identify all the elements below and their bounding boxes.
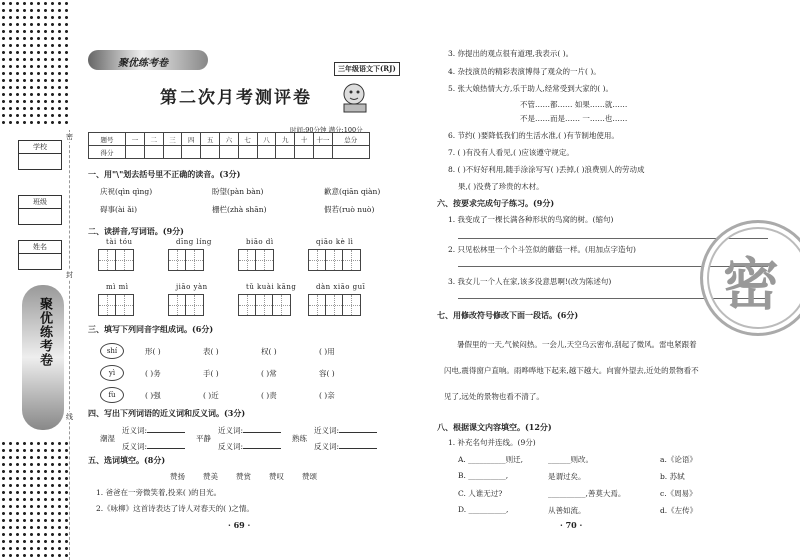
grid-cell[interactable] [239, 250, 256, 270]
grid-cell[interactable] [116, 295, 133, 315]
antonym-line[interactable] [147, 448, 185, 449]
synonym-line[interactable] [339, 432, 377, 433]
homophone-blank[interactable]: ( )责 [261, 391, 277, 400]
score-header-cell: 十 [295, 133, 314, 146]
pron-options[interactable]: qìn qìng [117, 187, 150, 196]
section-2-title: 二、读拼音,写词语。(9分) [88, 226, 184, 236]
s7-p3: 见了,远处的景物也看不清了。 [444, 392, 544, 401]
pron-word: 盼望( [212, 187, 230, 196]
name-box[interactable]: 姓名 [18, 240, 62, 270]
section-1-title: 一、用"\"划去括号里不正确的读音。(3分) [88, 169, 241, 179]
score-header-cell: 二 [144, 133, 163, 146]
grid-cell[interactable] [326, 250, 343, 270]
quote-left[interactable]: B. __________, [458, 471, 509, 480]
pron-options[interactable]: ài ǎi [117, 205, 135, 214]
grid-cell[interactable] [273, 295, 290, 315]
score-input-cell[interactable] [332, 146, 369, 159]
pronunciation-item [212, 204, 267, 215]
writing-grid[interactable] [168, 294, 204, 316]
grid-cell[interactable] [256, 295, 273, 315]
antonym-label: 反义词: [314, 442, 340, 451]
pinyin-prompt: qiāo kè lì [316, 238, 354, 246]
seal-line [69, 130, 70, 560]
grid-cell[interactable] [309, 295, 326, 315]
conj-pairs-2: 不是……而是…… 一……也…… [520, 114, 628, 123]
synonym-line[interactable] [243, 432, 281, 433]
writing-grid[interactable] [98, 249, 134, 271]
dot-pattern-bottom [0, 440, 68, 560]
grid-cell[interactable] [116, 250, 133, 270]
score-input-cell[interactable] [144, 146, 163, 159]
synonym-label: 近义词: [314, 426, 340, 435]
score-header-cell: 四 [182, 133, 201, 146]
r-q5: 5. 张大娘热情大方,乐于助人,经常受到大家的( )。 [448, 84, 614, 93]
homophone-blank[interactable]: ( )近 [203, 391, 219, 400]
seal-mark-1: 密 [66, 133, 73, 141]
score-header-cell: 一 [126, 133, 145, 146]
pronunciation-item [324, 204, 374, 215]
r-q7: 7. ( )有没有人看见,( )应该遵守规定。 [448, 148, 574, 157]
writing-grid[interactable] [98, 294, 134, 316]
synonym-label: 近义词: [218, 426, 244, 435]
homophone-blank[interactable]: ( )务 [145, 369, 161, 378]
synonym-field[interactable] [314, 425, 377, 436]
logo-text: 聚优练考卷 [118, 58, 168, 69]
vocab-word: 熟练 [292, 434, 307, 443]
pron-options[interactable]: pàn bàn [229, 187, 261, 196]
homophone-blank[interactable]: 手( ) [203, 369, 219, 378]
score-header-cell: 六 [219, 133, 238, 146]
grid-cell[interactable] [99, 250, 116, 270]
score-table [88, 132, 370, 159]
grid-cell[interactable] [186, 295, 203, 315]
writing-grid[interactable] [168, 249, 204, 271]
grid-cell[interactable] [256, 250, 273, 270]
antonym-line[interactable] [339, 448, 377, 449]
s8-sub: 1. 补充名句并连线。(9分) [448, 438, 536, 447]
section-5-title: 五、选词填空。(8分) [88, 455, 166, 465]
score-header-cell: 五 [201, 133, 220, 146]
homophone-blank[interactable]: ( )亲 [319, 391, 335, 400]
score-header-cell: 八 [257, 133, 276, 146]
word-option: 赞扬 [170, 472, 185, 481]
score-input-cell[interactable] [126, 146, 145, 159]
grade-tag: 三年级语文下(RJ) [334, 62, 400, 76]
pinyin-prompt: biāo dì [246, 238, 274, 246]
quote-source[interactable]: d.《左传》 [660, 506, 698, 515]
s7-p1: 暑假里的一天,气候闷热。一会儿,天空乌云密布,刮起了微风。雷电紧跟着 [457, 340, 697, 349]
pinyin-prompt: tǔ kuài kāng [246, 283, 297, 291]
pronunciation-item [212, 186, 263, 197]
s6-q3: 3. 我女儿一个人在家,该多没意思啊!(改为陈述句) [448, 277, 612, 286]
homophone-blank[interactable]: ( )常 [261, 369, 277, 378]
antonym-label: 反义词: [218, 442, 244, 451]
antonym-label: 反义词: [122, 442, 148, 451]
grid-cell[interactable] [186, 250, 203, 270]
pinyin-oval: yì [100, 365, 124, 381]
pron-options[interactable]: ruò nuò [341, 205, 372, 214]
section-8-title: 八、根据课文内容填空。(12分) [437, 422, 552, 432]
score-input-cell[interactable] [182, 146, 201, 159]
score-input-cell[interactable] [313, 146, 332, 159]
pinyin-oval: fù [100, 387, 124, 403]
pron-close: ) [371, 205, 375, 214]
antonym-field[interactable] [314, 441, 377, 452]
quote-left[interactable]: D. __________, [458, 505, 509, 514]
grid-cell[interactable] [343, 295, 360, 315]
score-input-cell[interactable] [276, 146, 295, 159]
quote-right[interactable]: ______则改。 [548, 455, 593, 464]
r-q6: 6. 节约( )要降低我们的生活水准,( )有节制地使用。 [448, 131, 619, 140]
word-option: 赞美 [203, 472, 218, 481]
page-number-left: · 69 · [228, 520, 251, 530]
antonym-field[interactable] [122, 441, 185, 452]
pronunciation-item [324, 186, 380, 197]
synonym-label: 近义词: [122, 426, 148, 435]
grid-cell[interactable] [239, 295, 256, 315]
homophone-blank[interactable]: 表( ) [203, 347, 219, 356]
score-input-cell[interactable] [257, 146, 276, 159]
pron-word: 栅栏( [212, 205, 230, 214]
pron-close: ) [260, 187, 264, 196]
pron-options[interactable]: qiān qiàn [341, 187, 378, 196]
seal-mark-2: 封 [66, 271, 73, 279]
homophone-blank[interactable]: 权( ) [261, 347, 277, 356]
synonym-line[interactable] [147, 432, 185, 433]
pron-word: 假若( [324, 205, 342, 214]
s6-q2: 2. 只见松林里一个个斗笠似的蘑菇一样。(用加点字造句) [448, 245, 636, 254]
pinyin-prompt: dàn xiāo guī [316, 283, 366, 291]
antonym-line[interactable] [243, 448, 281, 449]
seal-mark-3: 线 [66, 413, 73, 421]
quote-source[interactable]: a.《论语》 [660, 455, 697, 464]
score-header-cell: 九 [276, 133, 295, 146]
homophone-blank[interactable]: 形( ) [145, 347, 161, 356]
dot-pattern-top [0, 0, 68, 125]
homophone-blank[interactable]: 容( ) [319, 369, 335, 378]
grid-cell[interactable] [99, 295, 116, 315]
homophone-blank[interactable]: ( )用 [319, 347, 335, 356]
pinyin-oval: shí [100, 343, 124, 359]
grid-cell[interactable] [326, 295, 343, 315]
quote-right[interactable]: 是谓过矣。 [548, 472, 586, 481]
score-input-cell[interactable] [201, 146, 220, 159]
s5-q2: 2.《咏柳》这首诗表达了诗人对春天的( )之情。 [96, 504, 254, 513]
score-header-cell: 题号 [89, 133, 126, 146]
quote-source[interactable]: b. 苏轼 [660, 472, 685, 481]
pinyin-prompt: tài tóu [106, 238, 133, 246]
pron-word: 歉意( [324, 187, 342, 196]
quote-left[interactable]: A. __________则迁, [458, 455, 524, 464]
vocab-word: 平静 [196, 434, 211, 443]
antonym-field[interactable] [218, 441, 281, 452]
pinyin-prompt: dīng líng [176, 238, 212, 246]
side-logo: 聚优练考卷 [22, 285, 64, 430]
vocab-word: 潮湿 [100, 434, 115, 443]
synonym-field[interactable] [122, 425, 185, 436]
grid-cell[interactable] [309, 250, 326, 270]
page-title: 第二次月考测评卷 [160, 88, 312, 108]
section-6-title: 六、按要求完成句子练习。(9分) [437, 198, 555, 208]
writing-grid[interactable] [238, 249, 274, 271]
section-4-title: 四、写出下列词语的近义词和反义词。(3分) [88, 408, 246, 418]
writing-grid[interactable] [308, 249, 361, 271]
quote-right[interactable]: __________,善莫大焉。 [548, 489, 626, 498]
pron-close: ) [134, 205, 137, 214]
word-option: 赞叹 [269, 472, 284, 481]
pronunciation-item [100, 204, 137, 215]
grid-cell[interactable] [169, 295, 186, 315]
writing-grid[interactable] [308, 294, 361, 316]
pron-options[interactable]: zhà shān [229, 205, 264, 214]
quote-right[interactable]: 从善如流。 [548, 506, 586, 515]
word-option: 赞颂 [302, 472, 317, 481]
s7-p2: 闪电,震得窗户直响。雨哗哗地下起来,越下越大。向窗外望去,近处的景物看不 [444, 366, 699, 375]
pron-word: 碍事( [100, 205, 118, 214]
score-input-cell[interactable] [238, 146, 257, 159]
s5-q1: 1. 爸爸在一旁微笑着,投来( )的目光。 [96, 488, 222, 497]
pinyin-prompt: mì mì [106, 283, 129, 291]
pronunciation-item [100, 186, 152, 197]
word-option: 赞赏 [236, 472, 251, 481]
grid-cell[interactable] [169, 250, 186, 270]
s6-q1: 1. 我变成了一棵长满各种形状的鸟窝的树。(缩句) [448, 215, 614, 224]
synonym-field[interactable] [218, 425, 281, 436]
confidential-seal: 密 [700, 220, 800, 336]
score-label-cell: 得分 [89, 146, 126, 159]
score-input-cell[interactable] [163, 146, 182, 159]
quote-source[interactable]: c.《周易》 [660, 489, 697, 498]
grid-cell[interactable] [343, 250, 360, 270]
score-input-cell[interactable] [219, 146, 238, 159]
time-label: 时间:90分钟 满分:100分 [290, 126, 363, 134]
score-header-cell: 三 [163, 133, 182, 146]
score-header-cell: 十一 [313, 133, 332, 146]
section-3-title: 三、填写下列同音字组成词。(6分) [88, 324, 214, 334]
cartoon-illustration [340, 80, 372, 114]
quote-left[interactable]: C. 人谁无过? [458, 489, 503, 498]
score-input-cell[interactable] [295, 146, 314, 159]
pron-close: ) [149, 187, 153, 196]
r-q4: 4. 杂技演员的精彩表演博得了观众的一片( )。 [448, 67, 601, 76]
page-number-right: · 70 · [560, 520, 583, 530]
score-header-cell: 七 [238, 133, 257, 146]
r-q8b: 果,( )没费了珍贵的木材。 [458, 182, 544, 191]
pron-word: 庆祝( [100, 187, 118, 196]
writing-grid[interactable] [238, 294, 291, 316]
section-7-title: 七、用修改符号修改下面一段话。(6分) [437, 310, 579, 320]
r-q8: 8. ( )不好好利用,随手涂涂写写( )丢掉,( )浪费别人的劳动成 [448, 165, 645, 174]
homophone-blank[interactable]: ( )强 [145, 391, 161, 400]
r-q3: 3. 你提出的观点很有道理,我表示( )。 [448, 49, 574, 58]
conj-pairs-1: 不管……都…… 如果……就…… [520, 100, 628, 109]
score-header-cell: 总分 [332, 133, 369, 146]
class-box[interactable]: 班级 [18, 195, 62, 225]
pinyin-prompt: jiāo yàn [176, 283, 208, 291]
pron-close: ) [377, 187, 381, 196]
school-box[interactable]: 学校 [18, 140, 62, 170]
pron-close: ) [263, 205, 267, 214]
